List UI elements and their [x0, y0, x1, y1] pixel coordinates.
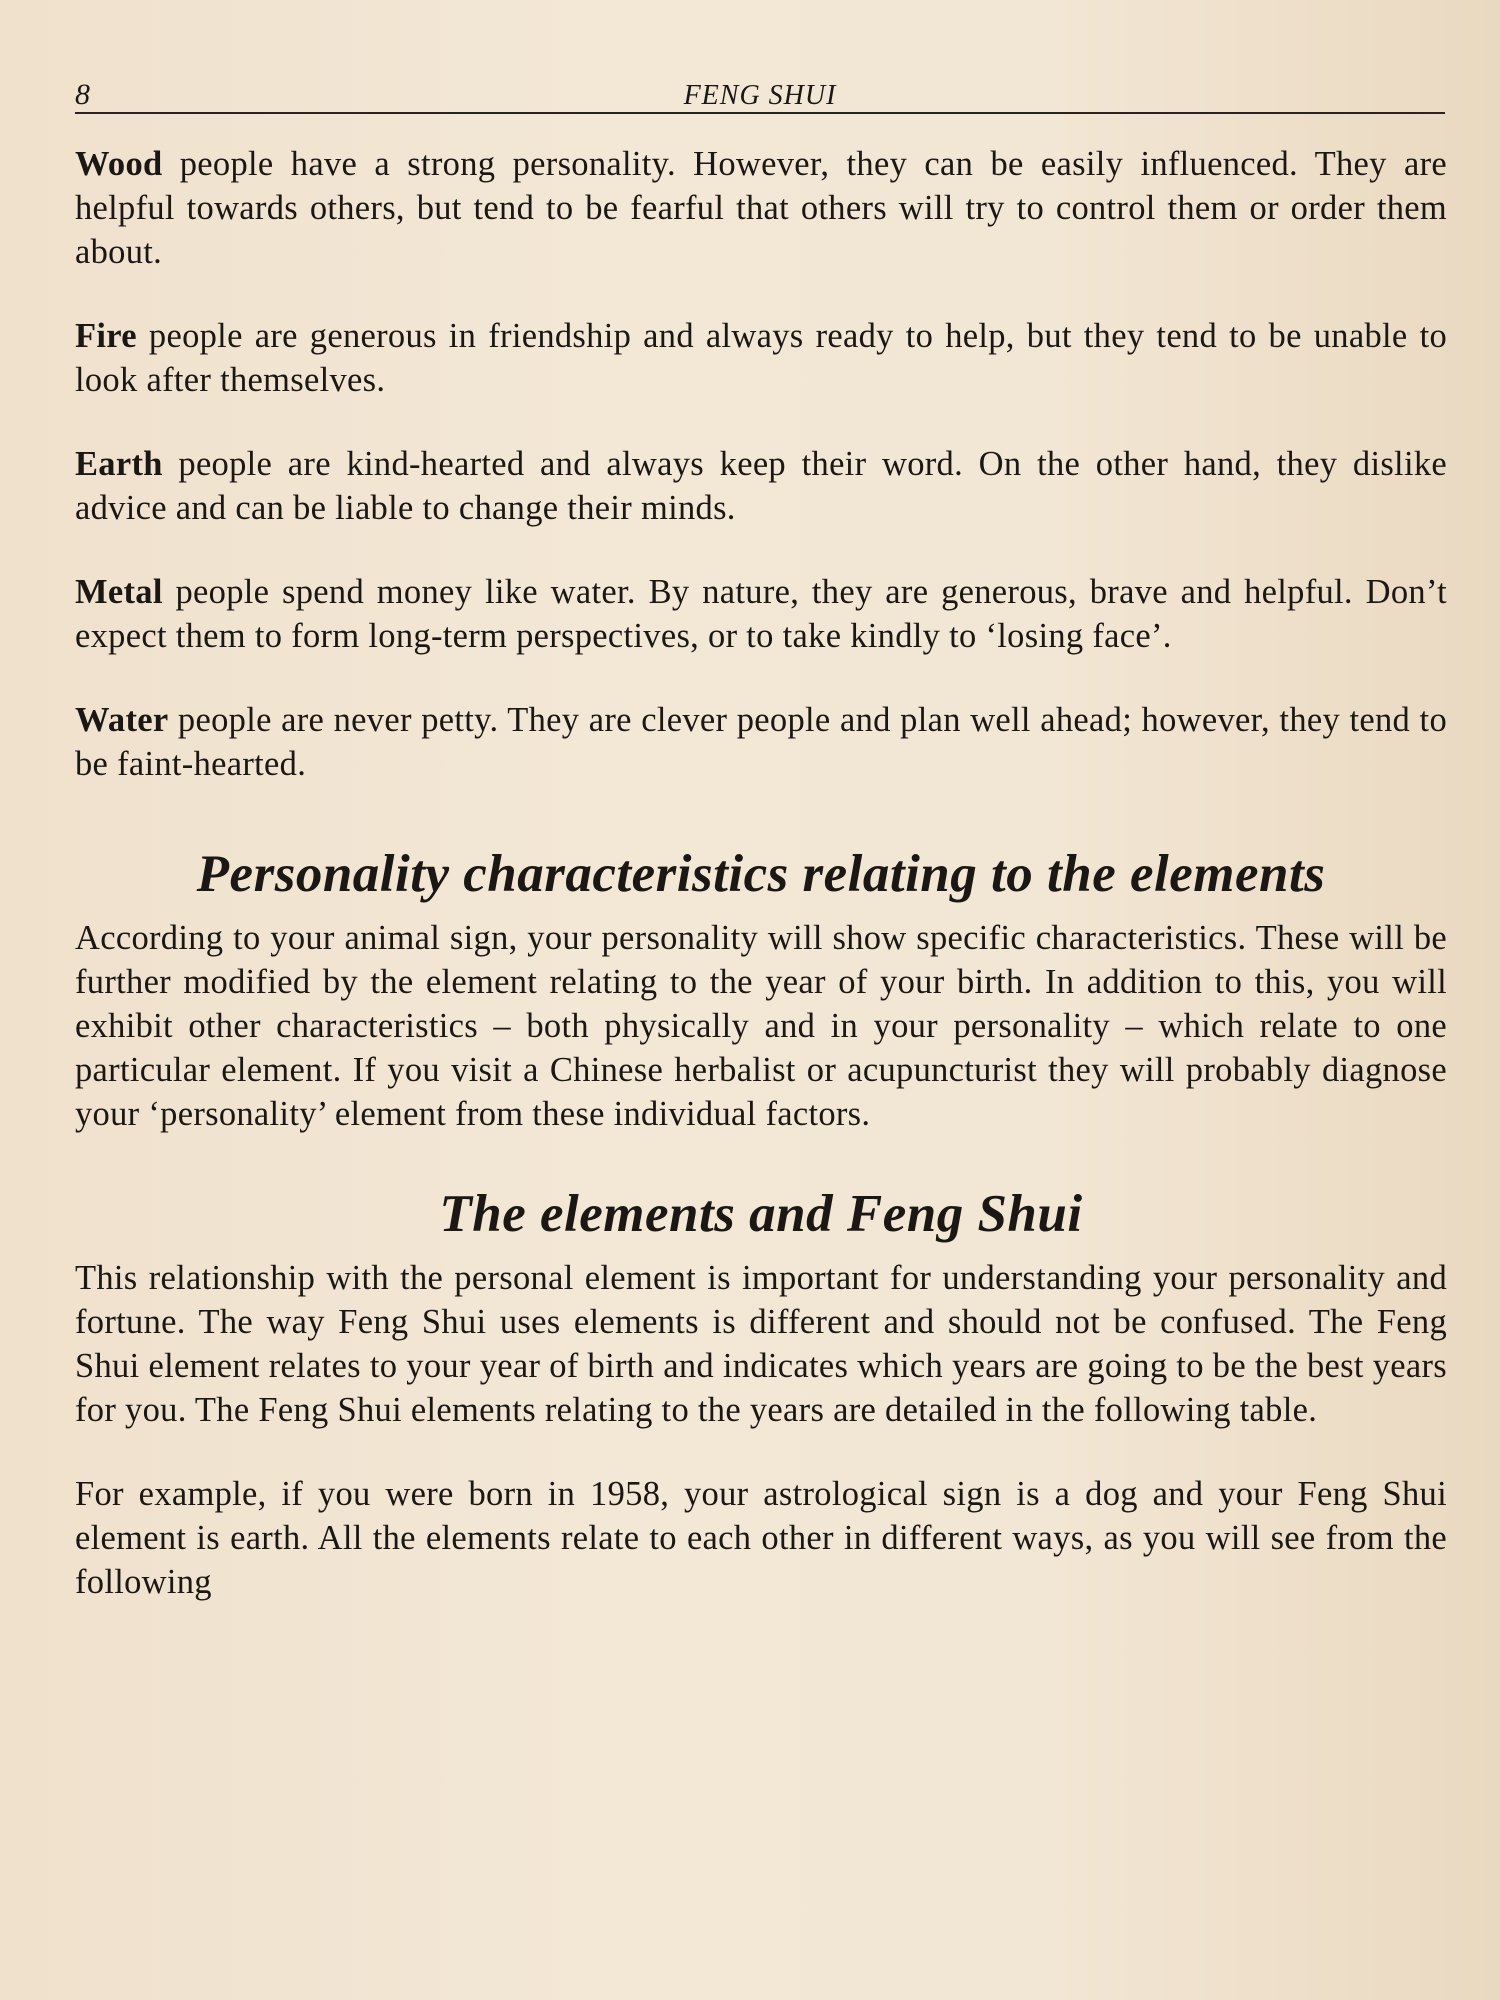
page-number: 8 [75, 78, 90, 111]
running-title: FENG SHUI [683, 80, 837, 111]
element-description: people are generous in friendship and always ready to help, but they tend to be unable to look after themselves. [75, 317, 1447, 399]
section-paragraph-personality: According to your animal sign, your personality will show specific characteristics. These will be further modified by the element relating to the year of your birth. In addition to this, you will exhibit other characteristics – both physically and in your personality – which relate to one particular element. If you visit a Chinese herbalist or acupuncturist they will probably diagnose your ‘personality’ element from these individual factors. [75, 919, 1447, 1133]
section-paragraph-example: For example, if you were born in 1958, your astrological sign is a dog and your Feng Shui element is earth. All the elements relate to each other in different ways, as you will see from the following [75, 1475, 1447, 1601]
element-paragraph-earth [75, 442, 1447, 530]
section-heading-personality: Personality characteristics relating to the elements [196, 845, 1326, 903]
section-paragraph-relationship: This relationship with the personal element is important for understanding your personality and fortune. The way Feng Shui uses elements is different and should not be confused. The Feng Shui element relates to your year of birth and indicates which years are going to be the best years for you. The Feng Shui elements relating to the years are detailed in the following table. [75, 1259, 1447, 1429]
element-term: Metal [75, 573, 163, 611]
page-body [75, 142, 1447, 1604]
element-term: Earth [75, 445, 163, 483]
element-description: people have a strong personality. However, they can be easily influenced. They are helpful towards others, but tend to be fearful that others will try to control them or order them about. [75, 145, 1447, 271]
element-paragraph-fire [75, 314, 1447, 402]
element-term: Fire [75, 317, 137, 355]
section-heading-feng-shui: The elements and Feng Shui [439, 1185, 1083, 1243]
element-description: people are never petty. They are clever people and plan well ahead; however, they tend to be faint-hearted. [75, 701, 1447, 783]
element-paragraph-water [75, 698, 1447, 786]
element-description: people spend money like water. By nature, they are generous, brave and helpful. Don’t expect them to form long-term perspectives, or to take kindly to ‘losing face’. [75, 573, 1447, 655]
element-paragraph-wood [75, 142, 1447, 274]
element-term: Wood [75, 145, 163, 183]
page-header [75, 72, 1445, 114]
element-paragraph-metal [75, 570, 1447, 658]
element-term: Water [75, 701, 169, 739]
element-description: people are kind-hearted and always keep their word. On the other hand, they dislike advice and can be liable to change their minds. [75, 445, 1447, 527]
